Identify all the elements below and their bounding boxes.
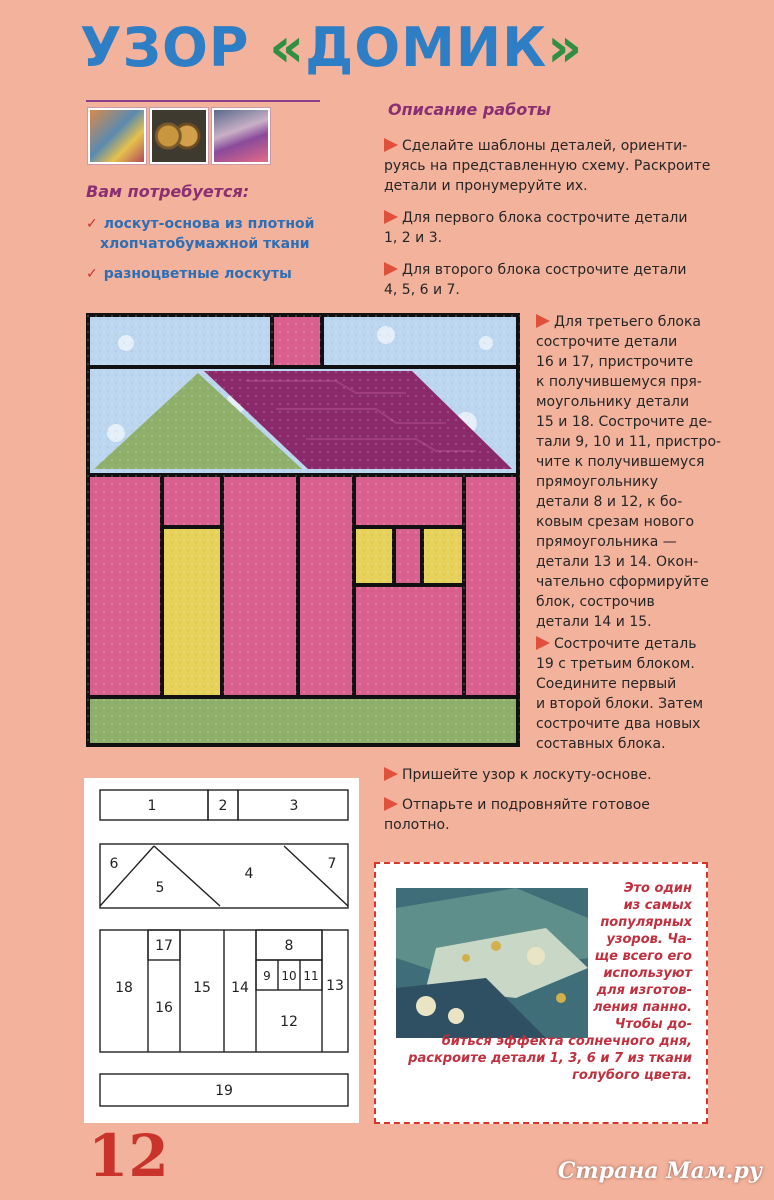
page-title: УЗОР «ДОМИК» <box>80 16 584 79</box>
piece-label-19: 19 <box>215 1083 233 1099</box>
house-block-illustration <box>86 313 520 747</box>
arrow-bullet-icon <box>384 262 398 276</box>
piece-label-5: 5 <box>155 880 165 896</box>
piece-label-1: 1 <box>147 798 157 814</box>
piece-label-13: 13 <box>326 978 344 994</box>
step-1: Сделайте шаблоны деталей, ориенти- руясь на представленную схему. Раскроите детали и пронумеруйте их. <box>384 138 711 194</box>
title-divider <box>86 100 320 102</box>
arrow-bullet-icon <box>536 314 550 328</box>
arrow-bullet-icon <box>384 797 398 811</box>
tick-icon: ✓ <box>86 266 98 282</box>
step-7: Отпарьте и подровняйте готовое полотно. <box>384 797 650 833</box>
piece-label-15: 15 <box>193 980 211 996</box>
step-4: Для третьего блока сострочите детали 16 и 17, пристрочите к получившемуся пря- моугольнику детали 15 и 18. Сострочите де- тали 9, 10 и 11, пристро- чите к получившемуся прямоугольнику детали 8 и 12, к бо- ковым срезам нового прямоугольника — детали 13 и 14. Окон- чательно сформируйте блок, сострочив детали 14 и 15. <box>536 314 722 630</box>
page-number: 12 <box>88 1122 169 1190</box>
piece-label-7: 7 <box>327 856 337 872</box>
piece-label-18: 18 <box>115 980 133 996</box>
thumbnail-sewing-machine <box>212 108 270 164</box>
step-3: Для второго блока сострочите детали 4, 5, 6 и 7. <box>384 262 687 298</box>
description-heading: Описание работы <box>388 100 551 119</box>
watermark: Страна Мам.ру <box>557 1158 762 1184</box>
piece-label-8: 8 <box>284 938 294 954</box>
piece-diagram <box>84 778 359 1123</box>
piece-label-2: 2 <box>218 798 228 814</box>
step-6: Пришейте узор к лоскуту-основе. <box>384 765 714 785</box>
tick-icon: ✓ <box>86 216 98 232</box>
piece-label-11: 11 <box>303 969 319 983</box>
piece-label-6: 6 <box>109 856 119 872</box>
photo-caption: Это один из самых популярных узоров. Ча- ще всего его используют для изготов- ления панно. Чтобы до- биться эффекта солнечного дня, раскроите детали 1, 3, 6 и 7 из ткани голубого цвета. <box>408 881 692 1083</box>
piece-label-12: 12 <box>280 1014 298 1030</box>
arrow-bullet-icon <box>536 636 550 650</box>
arrow-bullet-icon <box>384 138 398 152</box>
piece-label-9: 9 <box>263 969 271 983</box>
thumbnail-threads <box>150 108 208 164</box>
piece-label-14: 14 <box>231 980 249 996</box>
step-5: Сострочите деталь 19 с третьим блоком. Соедините первый и второй блоки. Затем сострочите два новых составных блока. <box>536 636 704 752</box>
piece-label-4: 4 <box>244 866 254 882</box>
arrow-bullet-icon <box>384 767 398 781</box>
needed-item: ✓ лоскут-основа из плотной хлопчатобумажной ткани <box>86 216 315 252</box>
piece-label-17: 17 <box>155 938 173 954</box>
needed-item: ✓ разноцветные лоскуты <box>86 266 292 282</box>
thumbnail-fabrics <box>88 108 146 164</box>
photo-callout <box>374 862 708 1124</box>
piece-label-16: 16 <box>155 1000 173 1016</box>
needed-heading: Вам потребуется: <box>86 182 250 201</box>
piece-label-10: 10 <box>281 969 297 983</box>
step-2: Для первого блока сострочите детали 1, 2 и 3. <box>384 210 688 246</box>
piece-label-3: 3 <box>289 798 299 814</box>
arrow-bullet-icon <box>384 210 398 224</box>
